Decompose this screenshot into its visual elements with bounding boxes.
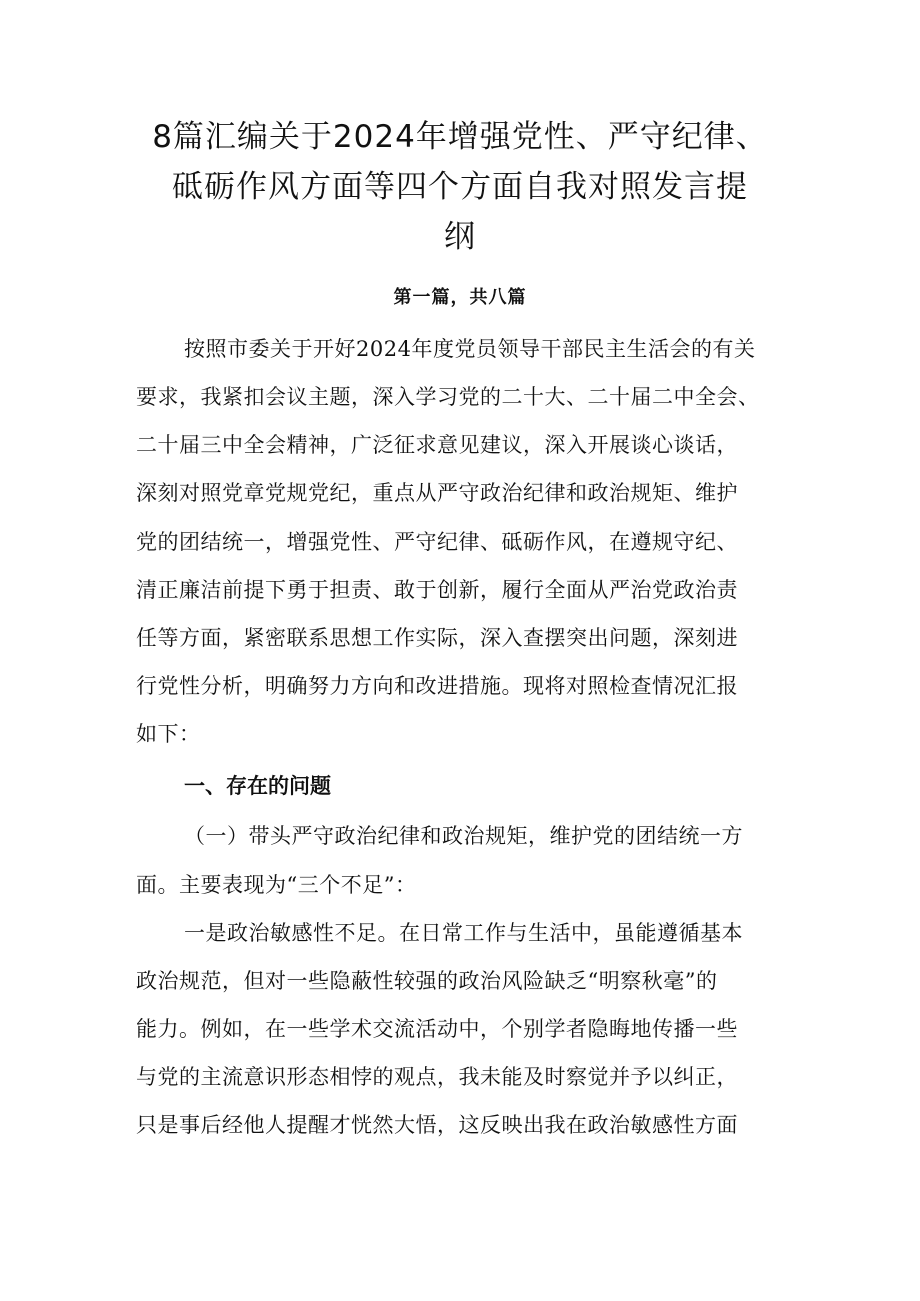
document-title bbox=[120, 112, 800, 262]
intro-line: 任等方面，紧密联系思想工作实际，深入查摆突出问题，深刻进 bbox=[136, 626, 738, 650]
point-line: 一是政治敏感性不足。在日常工作与生活中，虽能遵循基本 bbox=[184, 921, 743, 945]
intro-line: 二十届三中全会精神，广泛征求意见建议，深入开展谈心谈话， bbox=[136, 433, 738, 457]
title-line: 砥砺作风方面等四个方面自我对照发言提 bbox=[172, 169, 748, 205]
title-line: 纲 bbox=[444, 219, 476, 255]
point-line: 只是事后经他人提醒才恍然大悟，这反映出我在政治敏感性方面 bbox=[136, 1113, 738, 1137]
title-line: 8篇汇编关于2024年增强党性、严守纪律、 bbox=[152, 119, 768, 155]
intro-line: 行党性分析，明确努力方向和改进措施。现将对照检查情况汇报 bbox=[136, 674, 738, 698]
intro-line: 要求，我紧扣会议主题，深入学习党的二十大、二十届二中全会、 bbox=[136, 385, 760, 409]
subsection-line: 面。主要表现为“三个不足”： bbox=[136, 873, 417, 897]
intro-line: 清正廉洁前提下勇于担责、敢于创新，履行全面从严治党政治责 bbox=[136, 578, 738, 602]
subsection-line: （一）带头严守政治纪律和政治规矩，维护党的团结统一方 bbox=[184, 824, 743, 848]
point-line: 能力。例如，在一些学术交流活动中，个别学者隐晦地传播一些 bbox=[136, 1017, 738, 1041]
section-heading: 一、存在的问题 bbox=[184, 773, 331, 798]
intro-line: 按照市委关于开好2024年度党员领导干部民主生活会的有关 bbox=[184, 337, 756, 361]
intro-line: 如下： bbox=[136, 722, 201, 746]
point-line: 与党的主流意识形态相悖的观点，我未能及时察觉并予以纠正， bbox=[136, 1065, 738, 1089]
intro-line: 党的团结统一，增强党性、严守纪律、砥砺作风，在遵规守纪、 bbox=[136, 530, 738, 554]
document-subtitle: 第一篇，共八篇 bbox=[393, 287, 527, 308]
intro-line: 深刻对照党章党规党纪，重点从严守政治纪律和政治规矩、维护 bbox=[136, 481, 738, 505]
point-line: 政治规范，但对一些隐蔽性较强的政治风险缺乏“明察秋毫”的 bbox=[136, 969, 718, 993]
